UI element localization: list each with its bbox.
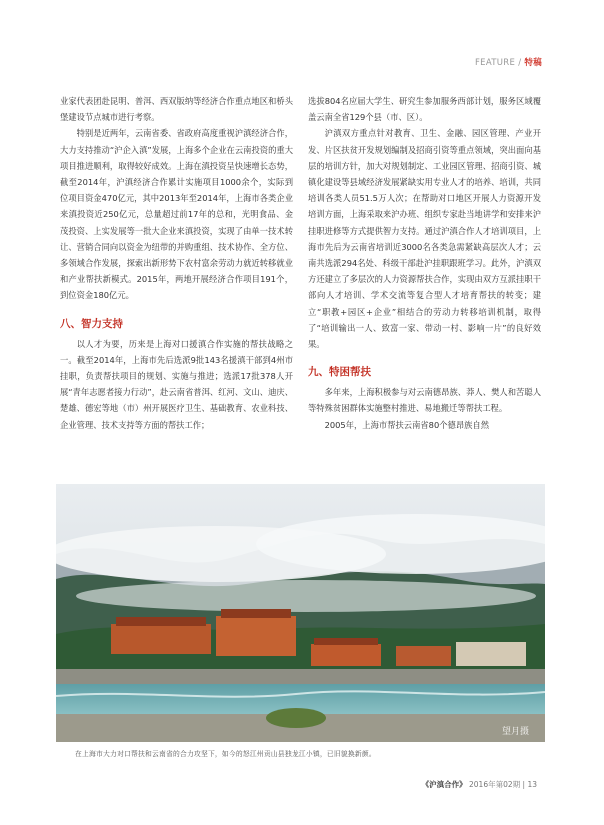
section-heading-9: 九、特困帮扶 (308, 366, 371, 379)
left-column (60, 93, 293, 433)
left-paragraph-3: 以人才为要，历来是上海对口援滇合作实施的帮扶战略之一。截至2014年，上海市先后选派9批143名援滇干部到4州市挂职，负责帮扶项目的规划、实施与推进；选派17批378人开展“青年志愿者接力行动”，赴云南省普洱、红河、文山、迪庆、楚雄、德宏等地（市）州开展医疗卫生、基础教育、农业科技、企业管理、技术支持等方面的帮扶工作； (60, 338, 293, 430)
header-section: 特稿 (524, 58, 542, 68)
left-paragraph-1: 业家代表团赴昆明、普洱、西双版纳等经济合作重点地区和桥头堡建设节点城市进行考察。 (60, 96, 293, 123)
footer-issue: 2016年第02期 (469, 780, 521, 789)
town-landscape-illustration (56, 484, 545, 742)
right-paragraph-3: 多年来，上海积极参与对云南德昂族、莽人、樊人和苦聪人等特殊贫困群体实施整村推进、易地搬迁等帮扶工程。 (308, 387, 541, 414)
footer-magazine: 《沪滇合作》 (421, 780, 467, 789)
footer-page-number: 13 (527, 780, 537, 789)
page-footer (422, 779, 537, 790)
section-heading-8: 八、智力支持 (60, 317, 123, 330)
header-feature: FEATURE (474, 58, 516, 68)
right-paragraph-4: 2005年，上海市帮扶云南省80个德昂族自然 (324, 419, 490, 430)
running-header (475, 56, 542, 68)
right-column (308, 93, 541, 433)
left-paragraph-2: 特别是近两年，云南省委、省政府高度重视沪滇经济合作，大力支持推动“沪企入滇”发展，上海多个企业在云南投资的重大项目推进顺利，取得较好成效。上海在滇投资呈快速增长态势，截至2014年，沪滇经济合作累计实施项目1000余个，实际到位项目资金470亿元，其中2013年至2014年，上海市各类企业来滇投资近250亿元，总量超过前17年的总和，光明食品、金茂投资、上实发展等一批大企业来滇投资，实现了由单一技术转让、营销合同向以资金为纽带的并购重组、技术协作、全方位、多领域合作发展，探索出新形势下农村富余劳动力就近转移就业和产业帮扶新模式。2015年，两地开展经济合作项目191个，到位资金180亿元。 (60, 128, 293, 301)
right-paragraph-1: 选拔804名应届大学生、研究生参加服务西部计划，服务区域覆盖云南全省129个县（市、区）。 (308, 96, 541, 123)
town-landscape-photo (56, 484, 545, 742)
photo-watermark: 望月摄 (502, 727, 530, 737)
right-paragraph-2: 沪滇双方重点针对教育、卫生、金融、园区管理、产业开发、片区扶贫开发规划编制及招商引资等重点领域，突出面向基层的培训方针，加大对规划制定、工业园区管理、招商引资、城镇化建设等县域经济发展紧缺实用专业人才的培养、培训，共同培训各类人员51.5万人次；在帮助对口地区开展人力资源开发培训方面，上海采取来沪办班、组织专家赴当地讲学和安排来沪挂职进修等方式提供智力支持。通过沪滇合作人才培训项目，上海市先后为云南省培训近3000名各类急需紧缺高层次人才；云南共选派294名处、科级干部赴沪挂职跟班学习。此外，沪滇双方还建立了多层次的人力资源帮扶合作，实现由双方互派挂职干部向人才培训、学术交流等复合型人才培育帮扶的转变；建立“职教+园区+企业”相结合的劳动力转移培训机制，取得了“培训输出一人、致富一家、带动一村、影响一片”的良好效果。 (308, 128, 541, 350)
photo-caption: 在上海市大力对口帮扶和云南省的合力攻坚下，如今的怒江州贡山县独龙江小镇，已旧貌换新颜。 (75, 750, 376, 758)
footer-divider: | (522, 780, 526, 789)
header-divider: / (518, 58, 522, 68)
